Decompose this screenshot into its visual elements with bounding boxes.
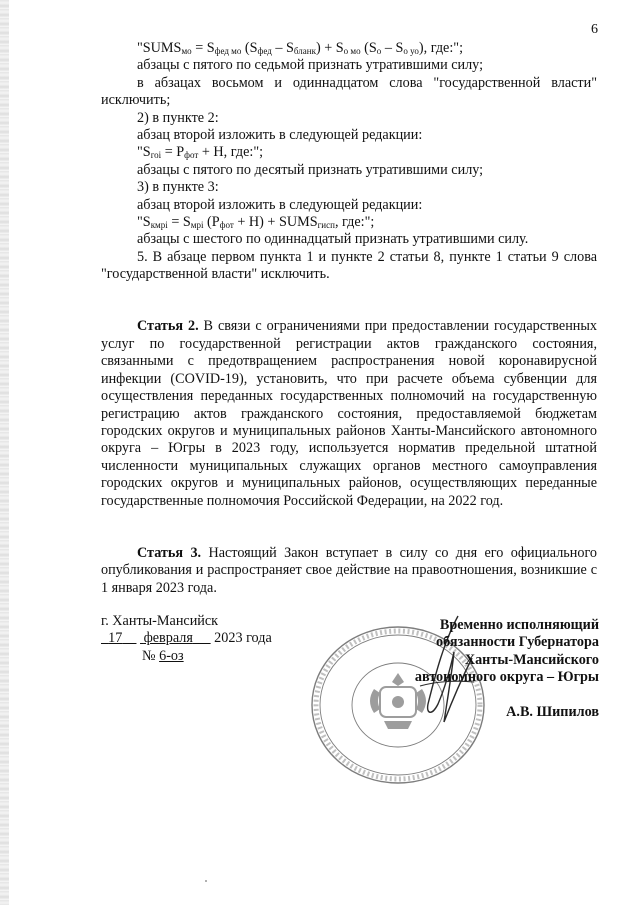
paragraph: абзацы с шестого по одиннадцатый признать утратившими силу. — [137, 231, 529, 248]
place-date-number — [101, 613, 272, 665]
list-item-heading: 3) в пункте 3: — [137, 179, 219, 196]
article-2-text: В связи с ограничениями при предоставлении государственных услуг по государственной регистрации актов гражданского состояния, связанными с предотвращением распространения новой коронавирусной инфекции (COVID-19), установить, что при расчете объема субвенции для осуществления переданных государственных полномочий на государственную регистрацию актов гражданского состояния, предоставляемой бюджетам городских округов и муниципальных районов Ханты-Мансийского автономного округа – Югры в 2023 году, используется норматив предельной штатной численности муниципальных служащих органов местного самоуправления городских округов и муниципальных районов, осуществляющих переданные государственные полномочия Российской Федерации, на 2022 год. — [101, 318, 598, 509]
article-3-title: Статья 3. — [137, 544, 202, 561]
paragraph: абзац второй изложить в следующей редакции: — [137, 196, 423, 213]
city: г. Ханты-Мансийск — [101, 613, 219, 629]
date-day: 17 — [108, 630, 123, 647]
signatory-block — [405, 617, 599, 721]
signatory-title-line: автономного округа – Югры — [414, 669, 599, 686]
paragraph: абзацы с пятого по седьмой признать утратившими силу; — [137, 57, 484, 74]
list-item-heading: 2) в пункте 2: — [137, 109, 219, 126]
page-number: 6 — [591, 22, 598, 37]
article-3-text: Настоящий Закон вступает в силу со дня его официального опубликования и распространяет свое действие на правоотношения, возникшие с 1 января 2023 года. — [101, 544, 598, 596]
formula-sums-mo: "$SUMS_{мо} = S_{фед мо}$ $(S_{фед} - S_{бланк}) + S_{о мо}$ $(S_о - S_{о уо})$, где:"; — [137, 40, 464, 56]
signatory-name: А.В. Шипилов — [506, 703, 599, 720]
date-line — [101, 630, 272, 647]
law-number: № 6-оз — [142, 647, 184, 664]
signatory-title-line: Ханты-Мансийского — [464, 651, 599, 668]
document-body — [101, 40, 597, 597]
date-month: февраля — [143, 630, 193, 647]
date-year: 2023 года — [214, 630, 272, 647]
article-3 — [101, 545, 597, 597]
paragraph: 5. В абзаце первом пункта 1 и пункте 2 статьи 8, пункте 1 статьи 9 слова "государственной власти" исключить. — [101, 248, 597, 283]
formula-s-goi: "$S_{гоі} = P_{фот} + H$, где:"; — [137, 144, 264, 161]
article-2-title: Статья 2. — [137, 318, 199, 335]
paragraph: в абзацах восьмом и одиннадцатом слова "государственной власти" исключить; — [101, 74, 597, 109]
scan-speck — [205, 880, 207, 882]
paragraph: абзацы с пятого по десятый признать утратившими силу; — [137, 161, 484, 178]
article-2 — [101, 318, 597, 509]
scan-edge — [0, 0, 9, 905]
paragraph: абзац второй изложить в следующей редакции: — [137, 127, 423, 144]
formula-s-kmri: "$S_{кмрі} = S_{мрі}$ $(P_{фот} + H)$ + $SUMS_{гисп}$, где:"; — [137, 214, 375, 231]
signatory-title-line: Временно исполняющий — [439, 617, 599, 633]
signatory-title-line: обязанности Губернатора — [436, 634, 599, 651]
